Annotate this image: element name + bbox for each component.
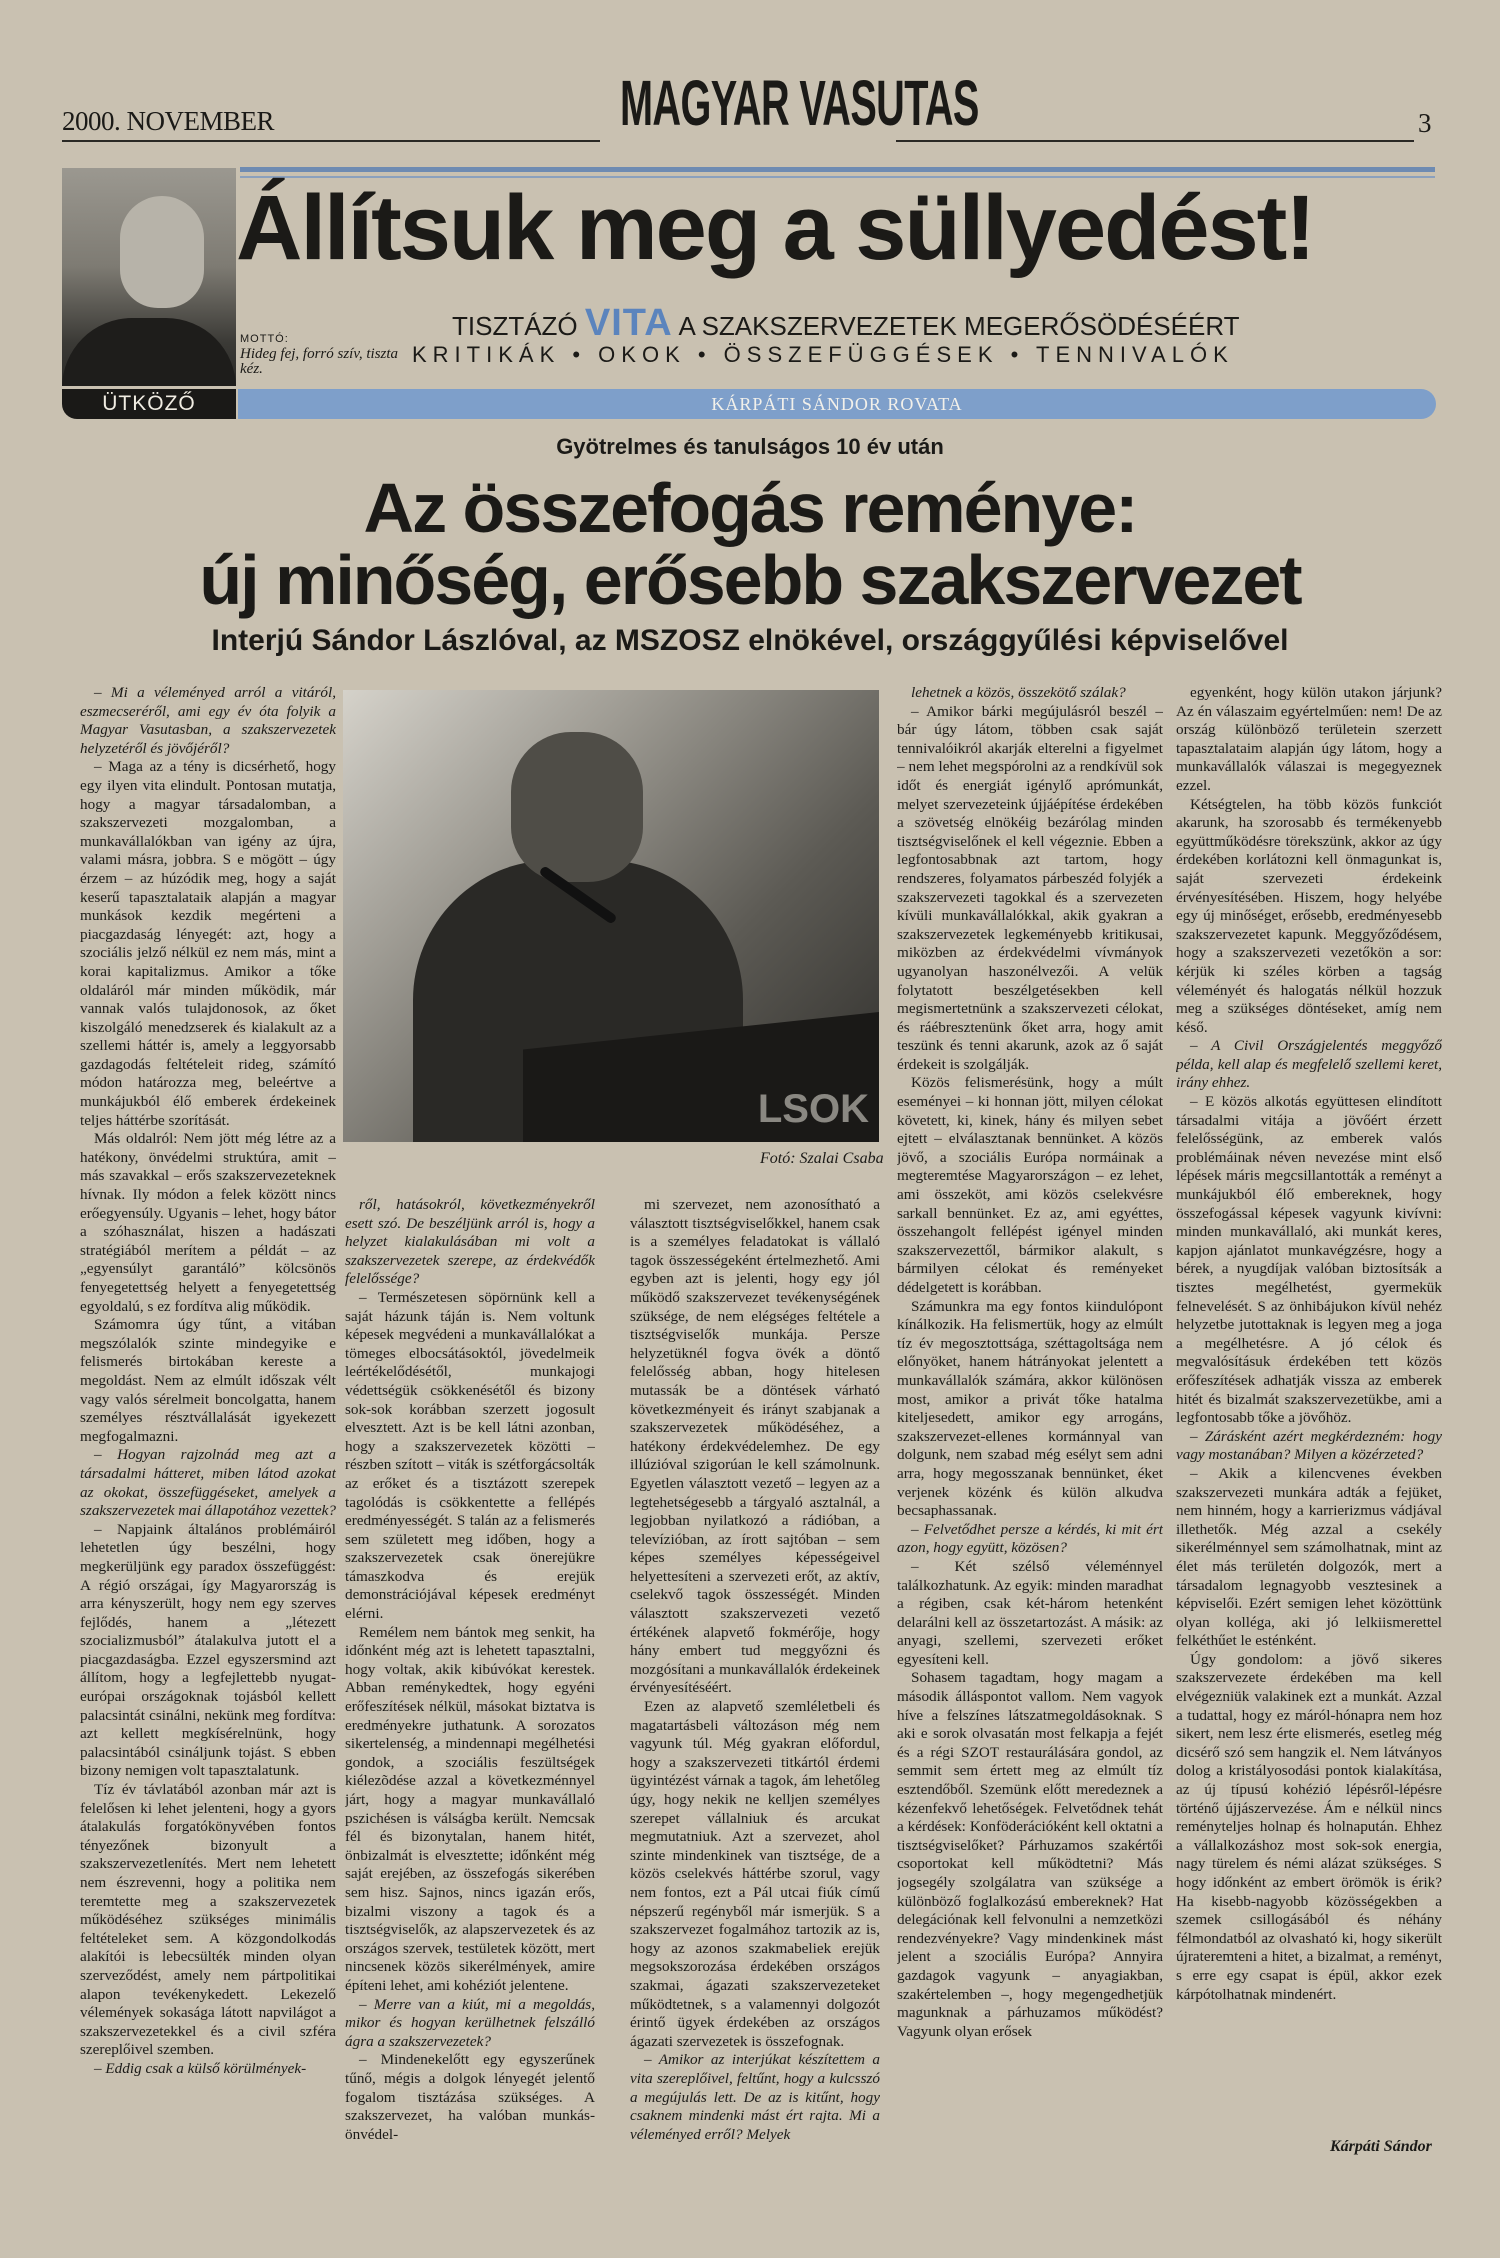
section-badge: ÜTKÖZŐ (62, 389, 236, 419)
masthead-rule-left (62, 140, 600, 142)
paragraph: Tíz év távlatából azonban már azt is felelősen ki lehet jelenteni, hogy a gyors átalakulás forgatókönyvében fontos tényezőnek bizonyult a szakszervezetlenítés. Mert nem lehetett nem észrevenni, hogy a politika nem teremtette meg a szakszervezetek működéséhez szükséges minimális feltételeket sem. A közgondolkodás alakítói is lebecsülték minden olyan szerveződést, amely nem pártpolitikai alapon tevékenykedett. Lekezelő vélemények sokasága látott napvilágot a szakszervezetekkel és a civil szféra szereplőivel szemben. (80, 1781, 336, 2059)
paragraph: Ezen az alapvető szemléletbeli és magatartásbeli változáson még nem vagyunk túl. Még gyakran előfordul, hogy a szakszervezeti titkártól érdemi ügyintézést várnak a tagok, ám lehetőleg úgy, hogy nekik ne kelljen személyes szerepet vállalniuk és arcukat megmutatniuk. Azt a szervezet, ahol szinte mindenkinek van tisztsége, de a közös cselekvés háttérbe szorul, vagy nem fontos, ezt a Pál utcai fiúk című népszerű regényből már ismerjük. S a szakszervezet fogalmához tartozik az is, hogy az azonos szakmabeliek erejük megsokszorozása érdekében országos szakmai, ágazati szakszervezeteket működtetnek, s a valamennyi dolgozót érintő ügyek érdekében az országos ágazati szervezetek is összefognak. (630, 1698, 880, 2050)
text-column-1 (80, 684, 336, 2159)
masthead-title: MAGYAR VASUTAS (620, 67, 979, 139)
paragraph: egyenként, hogy külön utakon járjunk? Az én válaszaim egyértelműen: nem! De az ország különböző területein szerzett tapasztalataim alapján úgy látom, hogy a munkavállalók válaszai is megegyeznek ezzel. (1176, 684, 1442, 794)
paragraph: Közös felismerésünk, hogy a múlt eseményei – ki honnan jött, milyen célokat követett, ki, kinek, hány és milyen sebet ejtett – elválasztanak bennünket. A közös jövő, a szociális Európa normáinak a megteremtése Magyarországon – ez lehet, ami összeköt, ami közös cselekvésre sarkall bennünket. Ez az, ami egyéttes, összehangolt fellépést igényel minden szakszervezettől, bármikor alakult, s bármilyen célokat és reményeket dédelgetett is korábban. (897, 1074, 1163, 1296)
paragraph: Remélem nem bántok meg senkit, ha időnként még azt is lehetett tapasztalni, hogy voltak, akik kibúvókat kerestek. Abban reménykedtek, hogy egyéni erőfeszítések nélkül, másokat biztatva is eredményekre juthatunk. A sorozatos sikertelenség, a mindennapi megélhetési gondok, a szociális feszültségek kiélezõdése azzal a következménnyel járt, hogy a magyar munkavállaló pszichésen is válságba került. Nemcsak fél és bizonytalan, hanem hitét, önbizalmát is elvesztette; időnként még saját erejében, az összefogás sikerében sem hisz. Sajnos, nincs igazán erős, bizalmi viszony a tagok és a tisztségviselők, az alapszervezetek és az országos szervek, testületek között, mert nincsenek közös sikerélmények, amire építeni lehet, ami kohéziót jelentene. (345, 1623, 595, 1994)
paragraph: mi szervezet, nem azonosítható a választott tisztségviselőkkel, hanem csak is a személyes feladatokat is vállaló tagok összességeként értelmezhető. Ami egyben azt is jelenti, hogy egy jól működő szakszervezet tevékenységének szüksége, de nem elégséges feltétele a tisztségviselők munkája. Persze helyzetüknél fogva övék a döntő felelősség abban, hogy hitelesen mutassák be a döntések várható következményeit és irányt szabjanak a szakszervezetek működéséhez, a hatékony érdekvédelemhez. De egy illúzióval szigorúan le kell számolnunk. Egyetlen választott vezető – legyen az a legtehetségesebb a tárgyaló asztalnál, a legjobban nyilatkozó a rádióban, a televízióban, az írott sajtóban – sem képes személyes képességeivel helyettesíteni a szervezeti erőt, az aktív, cselekvő tagok összességét. Minden választott szakszervezeti vezető értékének alapvető fokmérője, hogy hány embert tud meggyőzni és mozgósítani a munkavállalók érdekeinek érvényesítéséért. (630, 1196, 880, 1697)
page-number: 3 (1418, 108, 1432, 138)
paragraph: lehetnek a közös, összekötő szálak? (911, 684, 1126, 701)
article-kicker: Gyötrelmes és tanulságos 10 év után (556, 434, 944, 459)
tagline-vita: VITA (584, 302, 673, 344)
photo-caption: Fotó: Szalai Csaba (760, 1150, 884, 1167)
interview-photo (343, 690, 879, 1142)
portrait-face (120, 196, 204, 308)
series-tagline (452, 302, 1240, 345)
tagline-prefix: TISZTÁZÓ (452, 311, 578, 341)
paragraph: – Eddig csak a külső körülmények- (94, 2059, 307, 2077)
masthead-rule-right (896, 140, 1414, 142)
column-name-bar: KÁRPÁTI SÁNDOR ROVATA (238, 389, 1436, 419)
paragraph: Kétségtelen, ha több közös funkciót akarunk, ha szorosabb és termékenyebb együttműködésre törekszünk, akkor az úgy érdekében korlátozni kell önmagunkat is, saját szervezeti érdekeink érvényesítésében. Hiszem, hogy helyébe egy új minőséget, erősebb, eredményesebb szakszervezetet kapunk. Meggyőződésem, hogy a szakszervezeti vezetőkön a sor: kérjük ki széles körben a tagság véleményét és halogatás nélkül hozzuk meg a szükséges döntéseket, amíg nem késő. (1176, 795, 1442, 1036)
paragraph: Számomra úgy tűnt, a vitában megszólalók szinte mindegyike e felismerés birtokában kereste a megoldást. Nem az elmúlt időszak vélt vagy valós sérelmeit boncolgatta, hanem személyes résztvállalását igyekezett megfogalmazni. (80, 1316, 336, 1445)
paragraph: – Maga az a tény is dicsérhető, hogy egy ilyen vita elindult. Pontosan mutatja, hogy a magyar társadalomban, a szakszervezeti mozgalomban, a munkavállalókban van igény az újra, valami másra, jobbra. S e mögött – úgy érzem – az húzódik meg, hogy a saját keserű tapasztalataik alapján a magyar munkások kezdik megérteni a piacgazdaság lényegét: azt, hogy a szociális jelző nélkül ez nem más, mint a korai kapitalizmus. Amikor a tőke oldaláról már minden működik, már vannak valós tulajdonosok, az őket kiszolgáló menedzserek és kialakult az a szellemi háttér is, amely a leggyorsabb gazdagodás feltételeit rideg, számító módon határozza meg, beleértve a munkájukból élő emberek érdekeinek teljes háttérbe szorítását. (80, 758, 336, 1129)
paragraph: Úgy gondolom: a jövő sikeres szakszervezete érdekében ma kell elvégezniük valakinek ezt a munkát. Azzal a tudattal, hogy ez máról-hónapra nem hoz sikert, nem lesz érte elismerés, esetleg még dicsérő szó sem hangzik el. Nem látványos dolog a kristályosodási pontok kialakítása, az új típusú kohézió lépésről-lépésre történő újjászervezése. Ám e nélkül nincs reményteljes holnap és holnapután. Ehhez a vállalkozáshoz most sok-sok energia, nagy türelem és némi alázat szükséges. S hogy időnként az embert örömök is érik? Ha kisebb-nagyobb közösségekben a szemek csillogásából és néhány félmondatból az olvasható ki, hogy sikerült újrateremteni a hitet, a bizalmat, a reményt, s erre egy csapat is épül, akkor ezek kárpótolhatnak mindenért. (1176, 1650, 1442, 2003)
author-signature: Kárpáti Sándor (1330, 2138, 1432, 2155)
photo-banner-text: LSOK (757, 1087, 869, 1131)
text-column-4 (897, 684, 1163, 2159)
article-deck: Interjú Sándor Lászlóval, az MSZOSZ elnökével, országgyűlési képviselővel (211, 624, 1289, 657)
paragraph: – Mindenekelőtt egy egyszerűnek tűnő, mégis a dolgok lényegét jelentő fogalom tisztázása szükséges. A szakszervezet, ha valóban munkás-önvédel- (345, 2051, 595, 2143)
paragraph: – Amikor az interjúkat készítettem a vita szereplőivel, feltűnt, hogy a kulcsszó a megújulás lett. De az is kitűnt, hogy csaknem mindenki mást ért rajta. Mi a véleményed erről? Melyek (630, 2051, 880, 2143)
article-headline-line1: Az összefogás reménye: (363, 469, 1137, 547)
paragraph: – Merre van a kiút, mi a megoldás, mikor és hogyan kerülhetnek felszálló ágra a szakszervezetek? (345, 1995, 595, 2050)
paragraph: – Mi a véleményed arról a vitáról, eszmecseréről, ami egy év óta folyik a Magyar Vasutasban, a szakszervezetek helyzetéről és jövőjéről? (80, 684, 336, 757)
issue-date: 2000. NOVEMBER (62, 106, 275, 136)
paragraph: – Napjaink általános problémáiról lehetetlen úgy beszélni, hogy megkerüljünk egy paradox összefüggést: A régió országai, így Magyarország is arra kényszerült, hogy nem egy szerves fejlődés, hanem a „létezett szocializmusból” átalakulva jutott el a piacgazdaságba. Ezzel egyszersmind azt állítom, hogy a legfejlettebb nyugat-európai országoknak tojásból kellett palacsintát csinálni, nekünk meg fordítva: azt kellett megkísérelnünk, hogy palacsintából csináljunk tojást. S ebben bizony nemigen volt tapasztalatunk. (80, 1520, 336, 1780)
paragraph: – Zárásként azért megkérdezném: hogy vagy mostanában? Milyen a közérzeted? (1176, 1427, 1442, 1464)
paragraph: – Hogyan rajzolnád meg azt a társadalmi hátteret, miben látod azokat az okokat, összefüggéseket, amelyek a szakszervezetek mai állapotához vezettek? (80, 1446, 336, 1520)
header-accent-rule (240, 167, 1435, 172)
paragraph: – E közös alkotás együttesen elindított társadalmi vitája a jövőért érzett felelősségünk, az emberek valós problémáinak néven nevezése mint első lépések máris megcsillantották a reményt a munkájukból élő embereknek, hogy összefogással képesek vagyunk kivívni: minden munkavállaló, aki munkát keres, kapjon ajánlatot munkavégzésre, hogy a bérek, a nyugdíjak valóban biztosítsák a tisztes megélhetést, gyermekük felnevelését. S az önhibájukon kívül nehéz helyzetbe jutottaknak is legyen meg a joga a megélhetésre. A jó célok és megvalósításuk érdekében tett közös erőfeszítések adhatják vissza az emberek hitét és bizalmát szakszervezetükbe, ami a legfontosabb tőke a jövőhöz. (1176, 1093, 1442, 1427)
article-headline-line2: új minőség, erősebb szakszervezet (199, 541, 1301, 619)
motto-label: MOTTÓ: (240, 333, 289, 345)
paragraph: ről, hatásokról, következményekről esett szó. De beszéljünk arról is, hogy a helyzet kialakulásában mi volt a szakszervezetek szerepe, az érdekvédők felelőssége? (345, 1196, 595, 1288)
text-column-3 (630, 1196, 880, 2159)
series-keywords: KRITIKÁK • OKOK • ÖSSZEFÜGGÉSEK • TENNIVALÓK (412, 342, 1234, 367)
paragraph: Számunkra ma egy fontos kiindulópont kínálkozik. Ha felismertük, hogy az elmúlt tíz év megosztottsága, széttagoltsága nem előnyöket, hanem hátrányokat jelentett a munkavállalók számára, akkor különösen most, amikor a privát tőke hatalma kiteljesedett, amikor egy arrogáns, szakszervezet-ellenes kormánnyal van dolgunk, nem szabad még esélyt sem adni arra, hogy megosszanak bennünket, éket verjenek közénk és külön alkudva becsaphassanak. (897, 1297, 1163, 1520)
paragraph: – Amikor bárki megújulásról beszél – bár úgy látom, többen csak saját tennivalóikról akarják elterelni a figyelmet – nem lehet megspórolni az a rendkívül sok időt és energiát igénylő aprómunkát, melyet szervezeteink újjáépítése érdekében a szövetség elnökéig bezárólag minden tisztségviselőnek el kell végeznie. Ebben a legfontosabbnak azt tartom, hogy rendszeres, folyamatos párbeszéd folyjék a szakszervezeti tagokkal és a szervezeten kívüli munkavállalókkal, akik gyakran a szakszervezetek legkeményebb kritikusai, miközben az érdekvédelmi vívmányok ugyanolyan haszonélvezői. A velük folytatott beszélgetésekben kell megismertetnünk a szakszervezeti célokat, és ráébresztenünk őket arra, hogy amit teszünk és tenni akarunk, azok az ő saját érdekeit is szolgálják. (897, 702, 1163, 1073)
paragraph: – Természetesen söpörnünk kell a saját házunk táján is. Nem voltunk képesek megvédeni a munkavállalókat a tömeges elbocsátásoktól, jövedelmeik leértékelődésétől, munkajogi védettségük csökkenésétől és bizony sok-sok korábban szerzett jogosult elvesztett. Azt is be kell látni azonban, hogy a szakszervezetek közötti – részben szított – viták is szétforgácsolták az erőket és a tisztázott szerepek tagolódás is csökkentette a fellépés eredményességét. S talán az a felismerés sem született meg időben, hogy a szakszervezetek csak önerejükre támaszkodva és erejük demonstrációjával képesek eredményt elérni. (345, 1288, 595, 1623)
paragraph: – A Civil Országjelentés meggyőző példa, kell alap és megfelelő szellemi keret, irány ehhez. (1176, 1037, 1442, 1092)
paragraph: Sohasem tagadtam, hogy magam a második álláspontot vallom. Nem vagyok híve a felszínes látszatmegoldásoknak. S aki e sorok olvasatán most felkapja a fejét és a régi SZOT restaurálására gondol, az semmit sem értett meg az elmúlt tíz esztendőből. Szemünk előtt meredeznek a kézenfekvő lehetőségek. Felvetődnek tehát a kérdések: Konföderációként kell oktatni a tisztségviselőket? Párhuzamos szakértői csoportokat kell működtetni? Más jogsegély szolgálatra van szüksége a különböző foglalkozású embereknek? Hat delegációnak kell felvonulni a nemzetközi rendezvényekre? Vagy mindenkinek mást jelent a szociális Európa? Annyira gazdagok vagyunk – anyagiakban, szakértelemben –, hogy megengedhetjük magunknak a párhuzamos működést? Vagyunk olyan erősek (897, 1669, 1163, 2040)
paragraph: – Felvetődhet persze a kérdés, ki mit ért azon, hogy együtt, közösen? (897, 1520, 1163, 1557)
text-column-5 (1176, 684, 1442, 2159)
paragraph: – Akik a kilencvenes években szakszervezeti munkára adták a fejüket, nem hinném, hogy a karrierizmus vádjával illethetők. Még azzal a csekély sikerélménnyel sem számolhatnak, mint az élet más területén dolgozók, mert a társadalom legnagyobb vesztesinek a képviselői. Ezért semigen lehet közöttünk olyan kolléga, aki jó lelkiismerettel felkéthűet le esténként. (1176, 1464, 1442, 1650)
author-portrait (62, 168, 236, 386)
tagline-suffix: A SZAKSZERVEZETEK MEGERŐSÖDÉSÉÉRT (678, 311, 1240, 341)
paragraph: Más oldalról: Nem jött még létre az a hatékony, önvédelmi struktúra, amit – más szavakkal – erős szakszervezeteknek hívnak. Ily módon a felek között nincs erőegyensúly. Ugyanis – lehet, hogy bátor a szóhasználat, hiszen a hadászati stratégiából merítem a példát – az „egyensúlyt garantáló” kölcsönös fenyegetettség helyett a fenyegetettség egyoldalú, s ez fordítva alig működik. (80, 1130, 336, 1315)
portrait-body (62, 318, 236, 386)
motto-text: Hideg fej, forró szív, tiszta kéz. (240, 346, 399, 377)
paragraph: – Két szélső véleménnyel találkozhatunk. Az egyik: minden maradhat a régiben, csak két-három hetenként delarálni kell az összetartozást. A másik: az anyagi, szellemi, szervezeti erőket egyesíteni kell. (897, 1557, 1163, 1668)
photo-figure-head (511, 732, 643, 882)
text-column-2 (345, 1196, 595, 2159)
column-headline: Állítsuk meg a süllyedést! (236, 177, 1314, 279)
